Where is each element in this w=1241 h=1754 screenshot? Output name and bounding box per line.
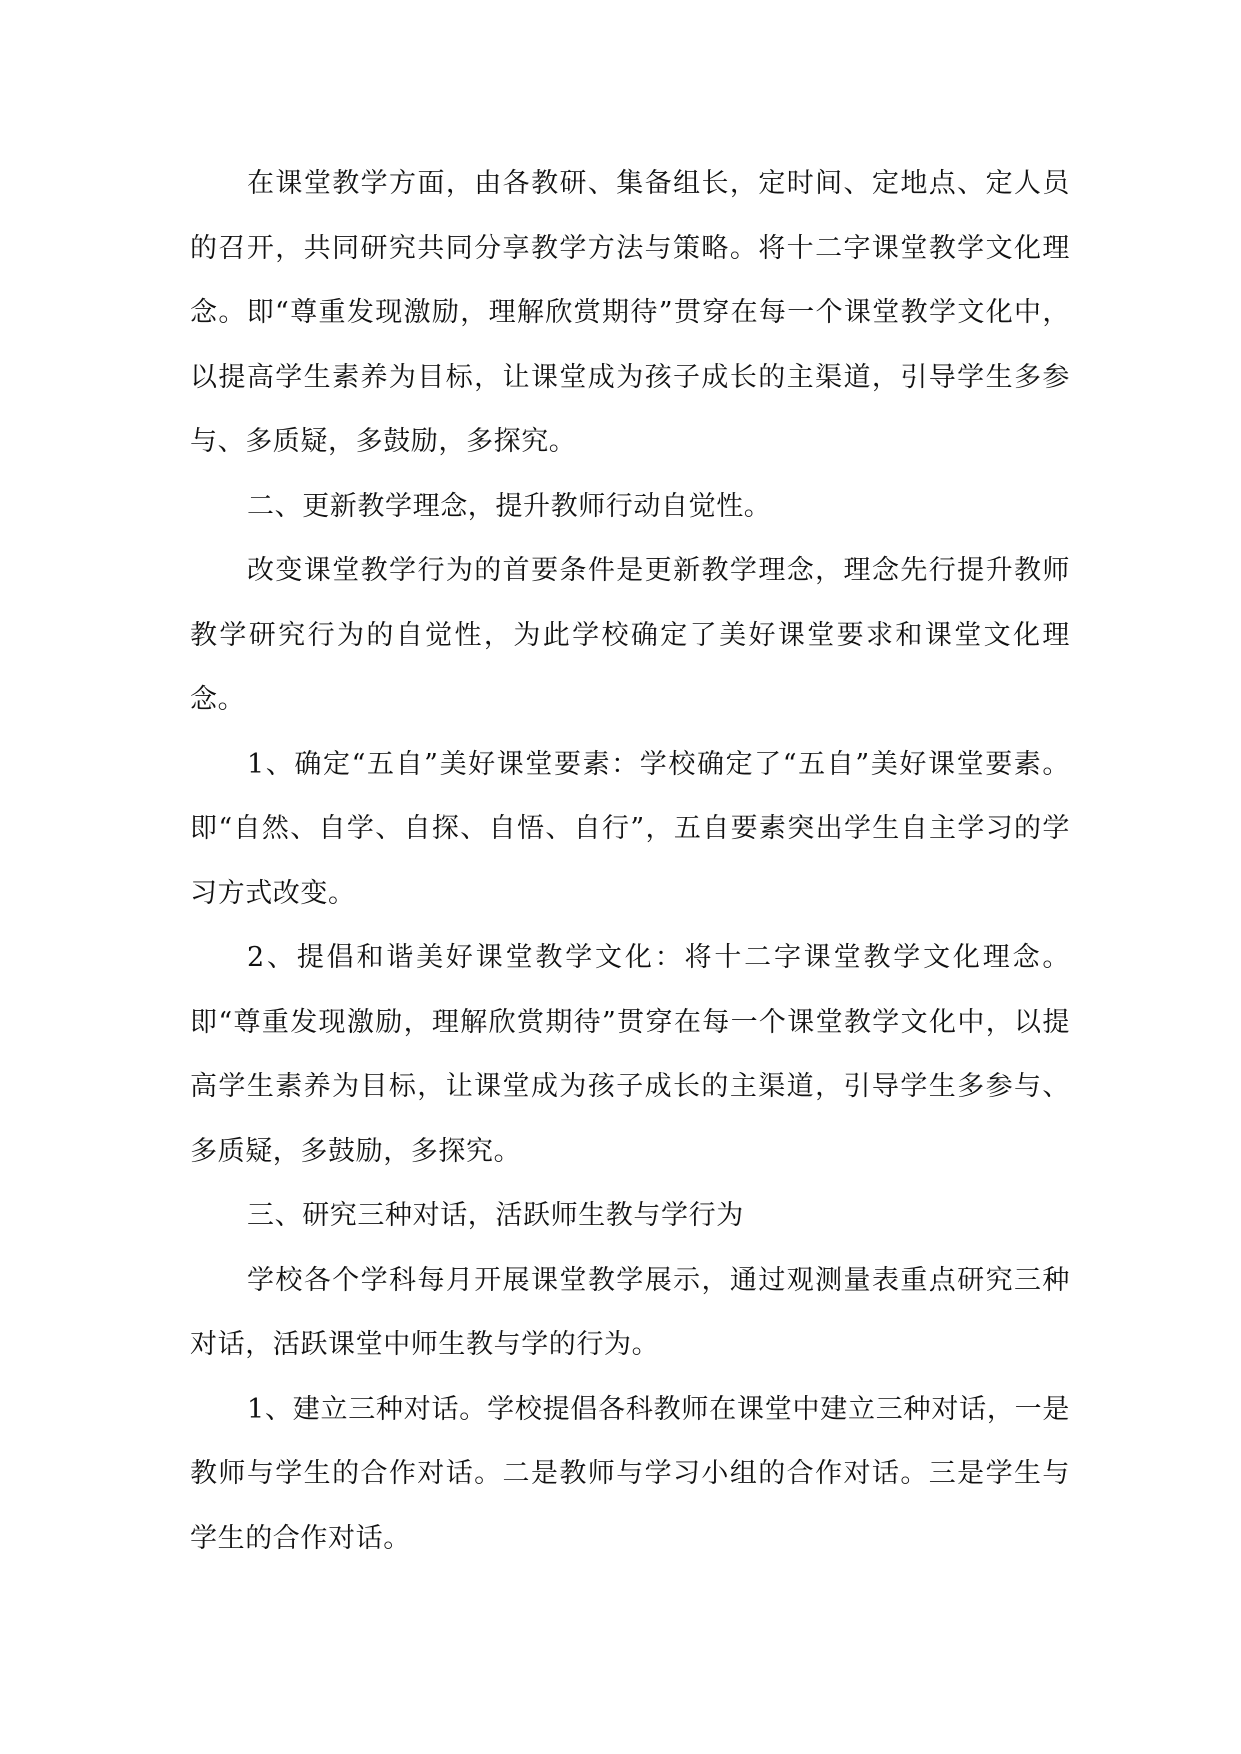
paragraph-classroom-teaching: 在课堂教学方面，由各教研、集备组长，定时间、定地点、定人员的召开，共同研究共同分享教学方法与策略。将十二字课堂教学文化理念。即“尊重发现激励，理解欣赏期待”贯穿在每一个课堂教学文化中，以提高学生素养为目标，让课堂成为孩子成长的主渠道，引导学生多参与、多质疑，多鼓励，多探究。 bbox=[190, 168, 1070, 457]
paragraph-monthly-showcase: 学校各个学科每月开展课堂教学展示，通过观测量表重点研究三种对话，活跃课堂中师生教与学的行为。 bbox=[190, 1264, 1070, 1360]
paragraph-change-behavior: 改变课堂教学行为的首要条件是更新教学理念，理念先行提升教师教学研究行为的自觉性，为此学校确定了美好课堂要求和课堂文化理念。 bbox=[190, 555, 1070, 715]
paragraph-five-self-elements: 1、确定“五自”美好课堂要素：学校确定了“五自”美好课堂要素。即“自然、自学、自探、自悟、自行”，五自要素突出学生自主学习的学习方式改变。 bbox=[190, 748, 1070, 909]
document-page bbox=[190, 152, 1070, 1571]
paragraph-harmonious-culture: 2、提倡和谐美好课堂教学文化：将十二字课堂教学文化理念。即“尊重发现激励，理解欣赏期待”贯穿在每一个课堂教学文化中，以提高学生素养为目标，让课堂成为孩子成长的主渠道，引导学生多参与、多质疑，多鼓励，多探究。 bbox=[190, 942, 1070, 1167]
paragraph-establish-dialogues: 1、建立三种对话。学校提倡各科教师在课堂中建立三种对话，一是教师与学生的合作对话。二是教师与学习小组的合作对话。三是学生与学生的合作对话。 bbox=[190, 1393, 1070, 1554]
heading-update-concepts: 二、更新教学理念，提升教师行动自觉性。 bbox=[247, 490, 772, 522]
heading-three-dialogues: 三、研究三种对话，活跃师生教与学行为 bbox=[247, 1200, 744, 1231]
